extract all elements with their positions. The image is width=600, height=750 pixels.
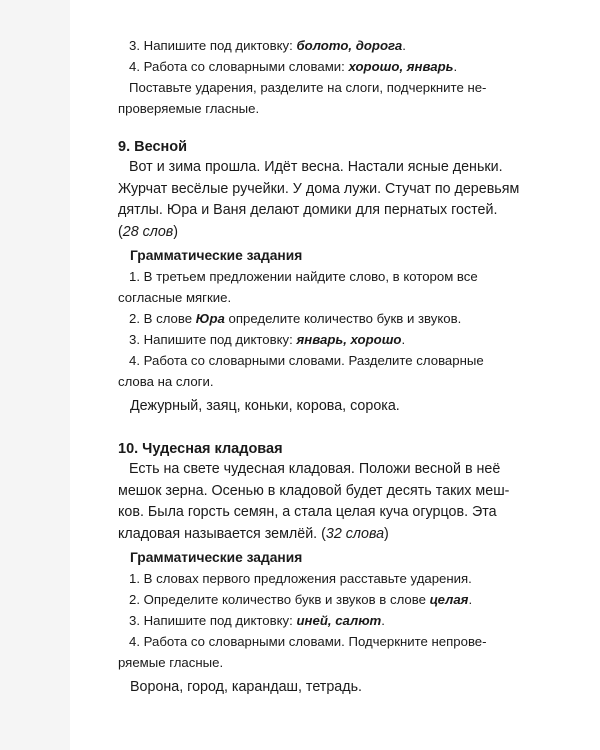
story9-line-3: дятлы. Юра и Ваня делают домики для пернатых гостей.	[118, 202, 498, 218]
top-task-4	[118, 56, 540, 77]
task-emphasis: хорошо, январь	[348, 59, 454, 74]
task-text: .	[381, 613, 385, 628]
story9-task-4-line-1: 4. Работа со словарными словами. Разделите словарные	[129, 353, 484, 368]
story10-task-4-line-1: 4. Работа со словарными словами. Подчеркните непрове-	[129, 634, 487, 649]
paren-close: )	[173, 223, 179, 240]
story9-task-1-line-2: согласные мягкие.	[118, 290, 232, 305]
task-number: 3.	[129, 38, 140, 53]
task-emphasis: январь, хорошо	[296, 332, 402, 347]
top-note-line-2: проверяемые гласные.	[118, 101, 260, 116]
story9-line-1: Вот и зима прошла. Идёт весна. Настали ясные деньки.	[129, 159, 503, 175]
story10-gram-title: Грамматические задания	[130, 550, 303, 565]
story10-line-3: ков. Была горсть семян, а стала целая куча огурцов. Эта	[118, 504, 497, 520]
task-number: 4.	[129, 59, 140, 74]
story10-task-4-line-2: ряемые гласные.	[118, 655, 224, 670]
task-tail: .	[402, 38, 406, 53]
task-tail: .	[453, 59, 458, 74]
story10-task-3	[118, 610, 540, 631]
top-note-line-1: Поставьте ударения, разделите на слоги, подчеркните не-	[129, 80, 487, 95]
word-count: 28 слов	[122, 223, 174, 240]
left-margin-shade	[0, 0, 70, 750]
story10-word-list: Ворона, город, карандаш, тетрадь.	[130, 679, 363, 695]
word-count: 32 слова	[325, 525, 385, 542]
task-text: 2. Определите количество букв и звуков в слове	[129, 592, 430, 607]
story9-title: 9. Весной	[118, 139, 188, 155]
story10-line-2: мешок зерна. Осенью в кладовой будет десять таких меш-	[118, 482, 510, 499]
story9-task-1-line-1: 1. В третьем предложении найдите слово, в котором все	[129, 269, 478, 284]
task-text: Напишите под диктовку:	[143, 38, 297, 53]
task-text: 2. В слове	[129, 311, 196, 326]
task-emphasis: болото, дорога	[296, 38, 403, 53]
story10-line-1: Есть на свете чудесная кладовая. Положи весной в неё	[129, 461, 501, 477]
story9-word-list: Дежурный, заяц, коньки, корова, сорока.	[130, 398, 400, 414]
story10-task-2	[118, 589, 540, 610]
paren-open: (	[118, 223, 123, 240]
story9-word-count	[118, 222, 540, 244]
task-text: Работа со словарными словами:	[143, 59, 349, 74]
story9-line-2: Журчат весёлые ручейки. У дома лужи. Стучат по деревьям	[118, 180, 520, 197]
story10-task-1: 1. В словах первого предложения расставьте ударения.	[129, 571, 472, 586]
task-text: .	[401, 332, 406, 347]
top-task-3	[118, 35, 540, 56]
story10-line-4	[118, 524, 540, 546]
story9-task-4-line-2: слова на слоги.	[118, 374, 214, 389]
story-text: кладовая называется землёй. (	[118, 525, 326, 542]
task-emphasis: иней, салют	[296, 613, 382, 628]
paren-close: )	[384, 525, 389, 542]
story9-task-2	[118, 308, 540, 329]
story10-title: 10. Чудесная кладовая	[118, 441, 283, 457]
story9-gram-title: Грамматические задания	[130, 248, 303, 263]
story9-task-3	[118, 329, 540, 350]
task-emphasis: целая	[429, 592, 469, 607]
task-text: определите количество букв и звуков.	[224, 311, 462, 326]
task-text: .	[468, 592, 473, 607]
task-text: 3. Напишите под диктовку:	[129, 332, 297, 347]
task-emphasis: Юра	[195, 311, 225, 326]
task-text: 3. Напишите под диктовку:	[129, 613, 297, 628]
